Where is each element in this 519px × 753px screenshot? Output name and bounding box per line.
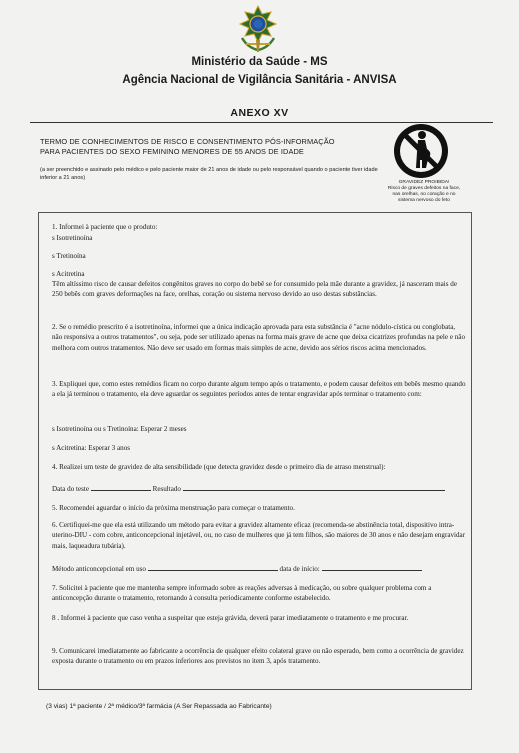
- agency-title: Agência Nacional de Vigilância Sanitária - ANVISA: [122, 74, 397, 86]
- test-result-field[interactable]: [183, 483, 445, 491]
- item-1-option-isotretinoina[interactable]: s Isotretinoína: [52, 234, 93, 242]
- item-8-text: 8 . Informei à paciente que caso venha a suspeitar que esteja grávida, deverá parar imediatamente o tratamento e me procurar.: [52, 614, 409, 622]
- item-3-text: 3. Expliquei que, como estes remédios ficam no corpo durante algum tempo após o tratamento, e podem causar defeitos em bebês mesmo quando a ela já terminou o tratamento, ela deve aguardar os seguintes períodos antes de tentar engravidar após terminar o tratamento com:: [52, 380, 466, 399]
- brazil-coat-of-arms-icon: [236, 4, 280, 54]
- term-title-line-2: PARA PACIENTES DO SEXO FEMININO MENORES DE 55 ANOS DE IDADE: [40, 147, 304, 156]
- annex-heading: ANEXO XV: [230, 107, 289, 119]
- pregnancy-warning-caption: [386, 180, 462, 204]
- item-4-text: 4. Realizei um teste de gravidez de alta sensibilidade (que detecta gravidez desde o primeiro dia de atraso menstrual):: [52, 463, 386, 471]
- item-7-text: 7. Solicitei à paciente que me mantenha sempre informado sobre as reações adversas à medicação, ou sobre qualquer problema com a anticoncepção durante o tratamento, retornando à consulta periodicamente conforme estabelecido.: [52, 584, 432, 603]
- item-6-fields: [52, 563, 422, 574]
- test-date-label: Data do teste: [52, 485, 90, 493]
- contraceptive-method-field[interactable]: [148, 563, 278, 571]
- start-date-field[interactable]: [322, 563, 422, 571]
- item-3-option-isotretinoina-tretinoina[interactable]: s Isotretinoína ou s Tretinoína: Esperar 2 meses: [52, 425, 187, 433]
- footer-copies-note: (3 vias) 1ª paciente / 2ª médico/3ª farmácia (A Ser Repassada ao Fabricante): [46, 703, 272, 710]
- item-6-text: 6. Certifiquei-me que ela está utilizando um método para evitar a gravidez altamente eficaz (recomenda-se abstinência total, dispositivo intra-uterino-DIU - com cobre, anticoncepcional injetável, ou, no caso de mulheres que já tem filhos, são maiores de 30 anos e não desejam engravidar mais, laqueadura tubária).: [52, 521, 466, 550]
- item-5-text: 5. Recomendei aguardar o início da próxima menstruação para começar o tratamento.: [52, 504, 295, 512]
- item-2-text: 2. Se o remédio prescrito é a isotretinoína, informei que a única indicação aprovada para esta substância é "acne nódulo-cística ou conglobata, não responsiva a outros tratamentos", ou seja, pode ser utilizado apenas na forma mais grave de acne que deixa cicatrizes profundas na pele e não melhora com outros tratamentos. Não deve ser usado em formas mais simples de acne, devido aos sérios riscos acima mencionados.: [52, 323, 465, 352]
- item-4-fields: [52, 483, 445, 494]
- pregnancy-warning-text: Risco de graves defeitos na face, nas orelhas, no coração e no sistema nervoso do feto: [387, 186, 461, 203]
- term-title: [40, 137, 385, 157]
- term-title-line-1: TERMO DE CONHECIMENTOS DE RISCO E CONSENTIMENTO PÓS-INFORMAÇÃO: [40, 137, 335, 146]
- contraceptive-method-label: Método anticoncepcional em uso: [52, 565, 146, 573]
- item-1-intro: 1. Informei à paciente que o produto:: [52, 223, 158, 231]
- test-date-field[interactable]: [91, 483, 151, 491]
- item-1-option-tretinoina[interactable]: s Tretinoína: [52, 252, 86, 260]
- test-result-label: Resultado: [152, 485, 181, 493]
- item-3-option-acitretina[interactable]: s Acitretina: Esperar 3 anos: [52, 444, 131, 452]
- item-1-text: Têm altíssimo risco de causar defeitos congênitos graves no corpo do bebê se for consumido pela mãe durante a gravidez, já nasceram mais de 250 bebês com graves deformações na face, orelhas, coração ou sistema nervoso devido ao uso destas substâncias.: [52, 280, 457, 299]
- item-9-text: 9. Comunicarei imediatamente ao fabricante a ocorrência de qualquer efeito colateral grave ou não esperado, bem como a ocorrência de gravidez exposta durante o tratamento ou em prazos inferiores aos previstos no item 3, após tratamento.: [52, 647, 464, 666]
- pregnancy-prohibited-icon: [392, 122, 450, 180]
- term-note: (a ser preenchido e assinado pelo médico e pelo paciente maior de 21 anos de idade ou pelo responsável quando o paciente tiver idade inferior a 21 anos): [40, 167, 378, 181]
- item-1-option-acitretina[interactable]: s Acitretina: [52, 270, 85, 278]
- pregnancy-warning-title: GRAVIDEZ PROIBIDA!: [398, 180, 450, 185]
- start-date-label: data de início:: [279, 565, 320, 573]
- ministry-title: Ministério da Saúde - MS: [191, 56, 328, 68]
